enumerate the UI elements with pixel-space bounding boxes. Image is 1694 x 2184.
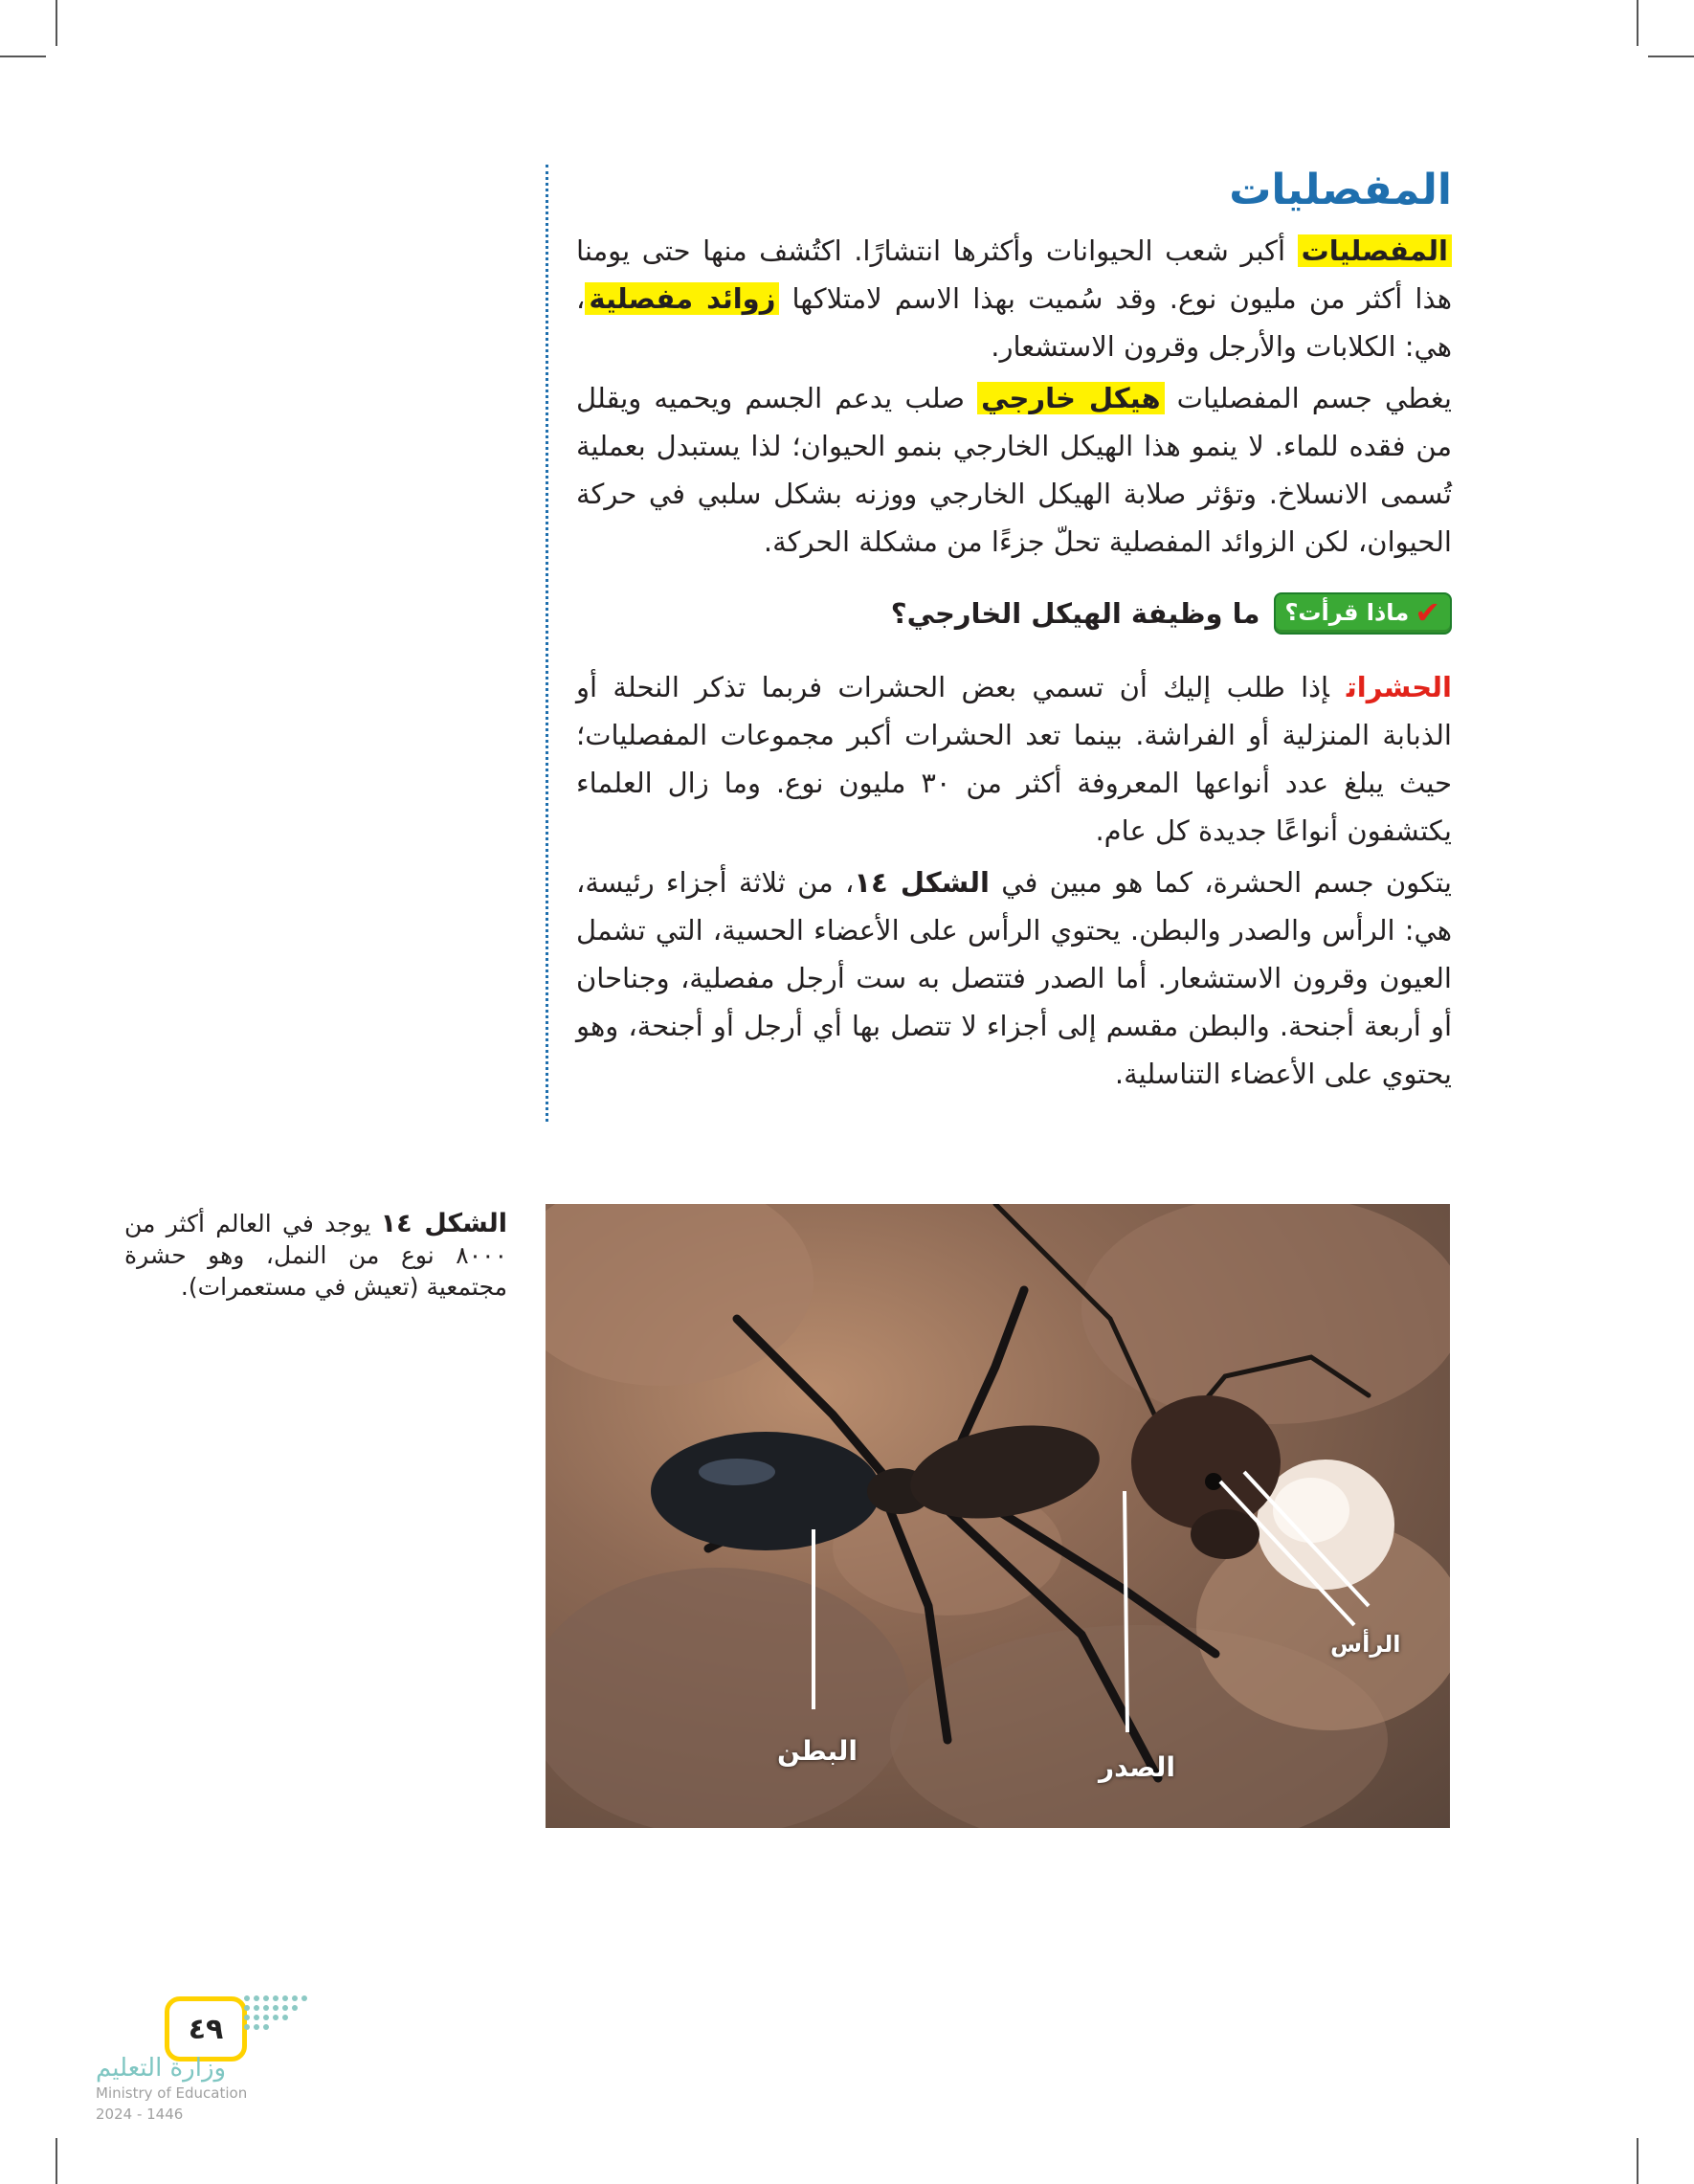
column-divider <box>546 165 548 1122</box>
paragraph-text: ، هي: الكلابات والأرجل وقرون الاستشعار. <box>576 282 1452 364</box>
crop-mark <box>1648 56 1694 57</box>
paragraph-insects <box>576 663 1452 855</box>
highlighted-term: هيكل خارجي <box>977 382 1164 414</box>
figure-caption <box>124 1208 507 1303</box>
ministry-logo-dots-icon <box>239 1993 316 2060</box>
paragraph-insect-body <box>576 858 1452 1098</box>
checkmark-icon: ✔ <box>1415 594 1440 632</box>
section-title: المفصليات <box>1229 166 1452 214</box>
reading-check-question: ما وظيفة الهيكل الخارجي؟ <box>890 597 1260 631</box>
insects-heading: الحشرات <box>1346 671 1452 704</box>
crop-mark <box>1637 0 1638 46</box>
reading-check-badge <box>1274 592 1453 635</box>
ministry-name-arabic: وزارة التعليم <box>96 2054 227 2083</box>
crop-mark <box>1637 2138 1638 2184</box>
paragraph-text: أكبر شعب الحيوانات وأكثرها انتشارًا. اكتُشف منها حتى يومنا هذا أكثر من مليون نوع. وقد سُميت بهذا الاسم لامتلاكها <box>576 234 1452 316</box>
figure-label: الشكل ١٤ <box>380 1209 507 1238</box>
paragraph-text: يغطي جسم المفصليات <box>1164 382 1452 415</box>
figure-caption-text: يوجد في العالم أكثر من ٨٠٠٠ نوع من النمل، وهو حشرة مجتمعية (تعيش في مستعمرات). <box>124 1210 507 1301</box>
label-abdomen: البطن <box>777 1735 858 1767</box>
ant-photo <box>546 1204 1450 1828</box>
ministry-name-english: Ministry of Education <box>96 2084 248 2102</box>
highlighted-term: المفصليات <box>1298 234 1452 267</box>
paragraph-text: إذا طلب إليك أن تسمي بعض الحشرات فربما تذكر النحلة أو الذبابة المنزلية أو الفراشة. بينما تعد الحشرات أكبر مجموعات المفصليات؛ حيث يبلغ عدد أنواعها المعروفة أكثر من ٣٠ مليون نوع. وما زال العلماء يكتشفون أنواعًا جديدة كل عام. <box>576 671 1452 848</box>
paragraph-arthropods <box>576 227 1452 370</box>
label-head: الرأس <box>1330 1631 1401 1658</box>
reading-check <box>576 592 1452 635</box>
page-number: ٤٩ <box>165 1996 247 2061</box>
crop-mark <box>0 56 46 57</box>
label-thorax: الصدر <box>1099 1751 1175 1783</box>
reading-check-label: ماذا قرأت؟ <box>1284 599 1410 627</box>
paragraph-text: يتكون جسم الحشرة، كما هو مبين في <box>990 866 1452 900</box>
figure-reference: الشكل ١٤ <box>854 866 990 900</box>
highlighted-term: زوائد مفصلية <box>585 282 779 315</box>
edition-year: 2024 - 1446 <box>96 2106 184 2123</box>
crop-mark <box>56 2138 57 2184</box>
ant-illustration <box>546 1204 1450 1828</box>
paragraph-exoskeleton <box>576 374 1452 566</box>
paragraph-text: ، من ثلاثة أجزاء رئيسة، هي: الرأس والصدر والبطن. يحتوي الرأس على الأعضاء الحسية، التي تشمل العيون وقرون الاستشعار. أما الصدر فتتصل به ست أرجل مفصلية، وجناحان أو أربعة أجنحة. والبطن مقسم إلى أجزاء لا تتصل بها أي أرجل أو أجنحة، وهو يحتوي على الأعضاء التناسلية. <box>576 866 1452 1091</box>
crop-mark <box>56 0 57 46</box>
main-text-column <box>576 163 1452 1098</box>
paragraph-text: صلب يدعم الجسم ويحميه ويقلل من فقده للماء. لا ينمو هذا الهيكل الخارجي بنمو الحيوان؛ لذا يستبدل بعملية تُسمى الانسلاخ. وتؤثر صلابة الهيكل الخارجي ووزنه بشكل سلبي في حركة الحيوان، لكن الزوائد المفصلية تحلّ جزءًا من مشكلة الحركة. <box>576 382 1452 559</box>
